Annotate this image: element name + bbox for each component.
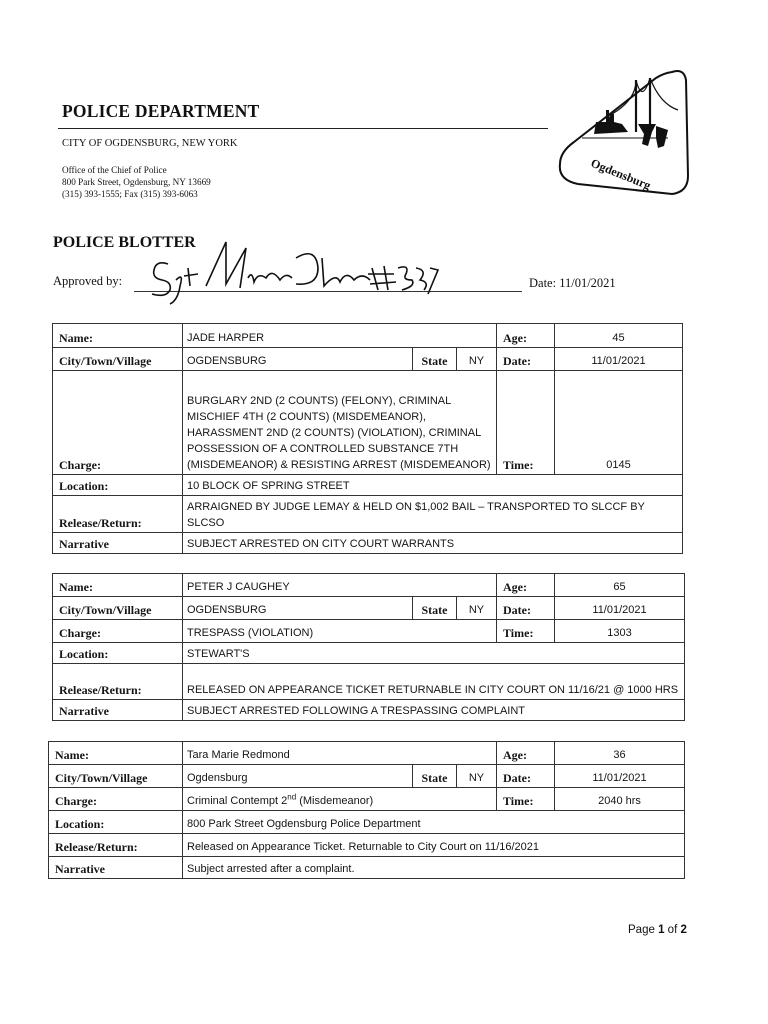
page-of: of <box>667 924 678 936</box>
logo-text: Ogdensburg <box>588 155 653 193</box>
release-value: RELEASED ON APPEARANCE TICKET RETURNABLE IN CITY COURT ON 11/16/21 @ 1000 HRS <box>183 664 685 700</box>
time-value: 0145 <box>555 371 683 475</box>
name-label: Name: <box>49 742 183 765</box>
page-current: 1 <box>658 924 665 936</box>
state-value: NY <box>457 348 497 371</box>
page-label: Page <box>628 924 655 936</box>
charge-value: BURGLARY 2ND (2 COUNTS) (FELONY), CRIMINAL MISCHIEF 4TH (2 COUNTS) (MISDEMEANOR), HARASSMENT 2ND (2 COUNTS) (VIOLATION), CRIMINAL POSSESSION OF A CONTROLLED SUBSTANCE 7TH (MISDEMEANOR) & RESISTING ARREST (MISDEMEANOR) <box>183 371 497 475</box>
approved-label: Approved by: <box>53 274 123 288</box>
charge-value <box>183 788 497 811</box>
location-label: Location: <box>53 475 183 496</box>
handwritten-signature <box>140 228 440 308</box>
page-total: 2 <box>680 924 687 936</box>
age-label: Age: <box>497 574 555 597</box>
city-value: OGDENSBURG <box>183 348 413 371</box>
charge-label: Charge: <box>49 788 183 811</box>
state-value: NY <box>457 765 497 788</box>
age-value: 45 <box>555 324 683 348</box>
location-value: STEWART'S <box>183 643 685 664</box>
city-label: City/Town/Village <box>49 765 183 788</box>
name-value: PETER J CAUGHEY <box>183 574 497 597</box>
date-label: Date: <box>497 348 555 371</box>
charge-value: TRESPASS (VIOLATION) <box>183 620 497 643</box>
name-label: Name: <box>53 574 183 597</box>
blotter-title: POLICE BLOTTER <box>53 234 196 251</box>
date-value: 11/01/2021 <box>555 348 683 371</box>
release-value: ARRAIGNED BY JUDGE LEMAY & HELD ON $1,002 BAIL – TRANSPORTED TO SLCCF BY SLCSO <box>183 496 683 533</box>
city-line: CITY OF OGDENSBURG, NEW YORK <box>62 138 238 149</box>
city-value: Ogdensburg <box>183 765 413 788</box>
time-value: 1303 <box>555 620 685 643</box>
ordinal-suffix: nd <box>287 792 297 802</box>
arrest-record <box>48 741 685 879</box>
narrative-value: SUBJECT ARRESTED FOLLOWING A TRESPASSING COMPLAINT <box>183 700 685 721</box>
ogdensburg-logo <box>552 64 692 204</box>
charge-text-tail: (Misdemeanor) <box>296 795 374 807</box>
date-value: 11/01/2021 <box>555 765 685 788</box>
header-rule <box>58 128 548 129</box>
state-label: State <box>413 348 457 371</box>
time-label: Time: <box>497 371 555 475</box>
office-address <box>62 164 211 200</box>
age-value: 65 <box>555 574 685 597</box>
date-label: Date: <box>497 765 555 788</box>
charge-label: Charge: <box>53 620 183 643</box>
release-label: Release/Return: <box>53 664 183 700</box>
location-value: 800 Park Street Ogdensburg Police Department <box>183 811 685 834</box>
blotter-date: Date: 11/01/2021 <box>529 276 616 290</box>
narrative-label: Narrative <box>49 857 183 879</box>
release-label: Release/Return: <box>49 834 183 857</box>
narrative-value: Subject arrested after a complaint. <box>183 857 685 879</box>
phone-fax: (315) 393-1555; Fax (315) 393-6063 <box>62 189 198 199</box>
page-number <box>628 924 687 936</box>
city-label: City/Town/Village <box>53 348 183 371</box>
time-label: Time: <box>497 788 555 811</box>
street-address: 800 Park Street, Ogdensburg, NY 13669 <box>62 177 211 187</box>
time-value: 2040 hrs <box>555 788 685 811</box>
date-label: Date: <box>497 597 555 620</box>
state-label: State <box>413 597 457 620</box>
department-title: POLICE DEPARTMENT <box>62 101 260 121</box>
state-value: NY <box>457 597 497 620</box>
city-value: OGDENSBURG <box>183 597 413 620</box>
name-value: Tara Marie Redmond <box>183 742 497 765</box>
release-value: Released on Appearance Ticket. Returnable to City Court on 11/16/2021 <box>183 834 685 857</box>
location-value: 10 BLOCK OF SPRING STREET <box>183 475 683 496</box>
office-line: Office of the Chief of Police <box>62 165 167 175</box>
release-label: Release/Return: <box>53 496 183 533</box>
city-label: City/Town/Village <box>53 597 183 620</box>
charge-text: Criminal Contempt 2 <box>187 795 288 807</box>
narrative-label: Narrative <box>53 533 183 554</box>
charge-label: Charge: <box>53 371 183 475</box>
age-label: Age: <box>497 742 555 765</box>
age-label: Age: <box>497 324 555 348</box>
arrest-record <box>52 323 683 554</box>
time-label: Time: <box>497 620 555 643</box>
location-label: Location: <box>53 643 183 664</box>
narrative-value: SUBJECT ARRESTED ON CITY COURT WARRANTS <box>183 533 683 554</box>
name-value: JADE HARPER <box>183 324 497 348</box>
narrative-label: Narrative <box>53 700 183 721</box>
age-value: 36 <box>555 742 685 765</box>
arrest-record <box>52 573 685 721</box>
name-label: Name: <box>53 324 183 348</box>
date-value: 11/01/2021 <box>555 597 685 620</box>
location-label: Location: <box>49 811 183 834</box>
state-label: State <box>413 765 457 788</box>
